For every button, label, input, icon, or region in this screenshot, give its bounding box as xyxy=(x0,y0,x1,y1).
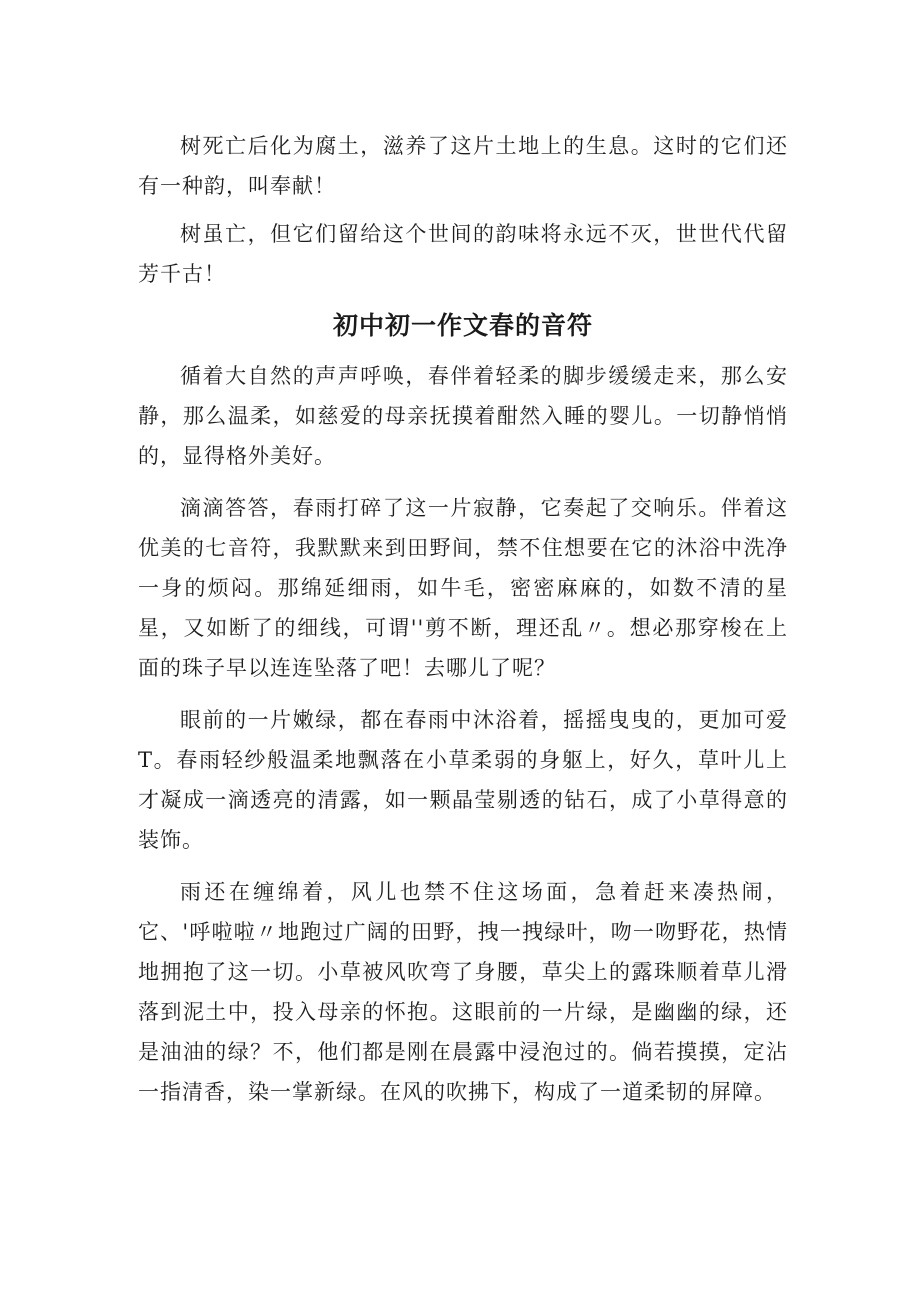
paragraph-wind: 雨还在缠绵着，风儿也禁不住这场面，急着赶来凑热闹，它、'呼啦啦〃地跑过广阔的田野，拽一拽绿叶，吻一吻野花，热情地拥抱了这一切。小草被风吹弯了身腰，草尖上的露珠顺着草儿滑落到泥土中，投入母亲的怀抱。这眼前的一片绿，是幽幽的绿，还是油油的绿？不，他们都是刚在晨露中浸泡过的。倘若摸摸，定沾一指清香，染一掌新绿。在风的吹拂下，构成了一道柔韧的屏障。 xyxy=(138,880,788,1104)
paragraph-spring-rain: 滴滴答答，春雨打碎了这一片寂静，它奏起了交响乐。伴着这优美的七音符，我默默来到田野间，禁不住想要在它的沐浴中洗净一身的烦闷。那绵延细雨，如牛毛，密密麻麻的，如数不清的星星，又如断了的细线，可谓''剪不断，理还乱〃。想必那穿梭在上面的珠子早以连连坠落了吧！去哪儿了呢？ xyxy=(138,496,788,680)
paragraph-tree-legacy: 树虽亡，但它们留给这个世间的韵味将永远不灭，世世代代留芳千古！ xyxy=(138,222,788,286)
document-body xyxy=(138,126,788,1124)
paragraph-tender-green: 眼前的一片嫩绿，都在春雨中沐浴着，摇摇曳曳的，更加可爱T。春雨轻纱般温柔地飘落在小草柔弱的身躯上，好久，草叶儿上才凝成一滴透亮的清露，如一颗晶莹剔透的钻石，成了小草得意的装饰。 xyxy=(138,708,788,852)
paragraph-spring-arrival: 循着大自然的声声呼唤，春伴着轻柔的脚步缓缓走来，那么安静，那么温柔，如慈爱的母亲抚摸着酣然入睡的婴儿。一切静悄悄的，显得格外美好。 xyxy=(138,364,788,468)
essay-title: 初中初一作文春的音符 xyxy=(332,311,593,340)
paragraph-tree-decay: 树死亡后化为腐土，滋养了这片土地上的生息。这时的它们还有一种韵，叫奉献！ xyxy=(138,134,788,198)
